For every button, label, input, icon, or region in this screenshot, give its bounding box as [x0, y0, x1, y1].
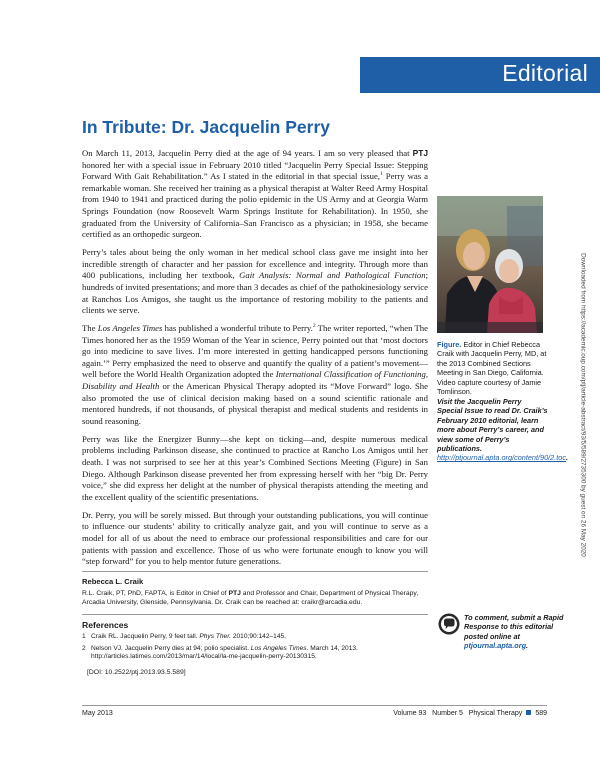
- reference-number: 1: [82, 633, 86, 640]
- doi-label: [DOI: 10.2522/ptj.2013.93.5.589]: [87, 669, 186, 676]
- article-title: In Tribute: Dr. Jacquelin Perry: [82, 117, 330, 137]
- text: On March 11, 2013, Jacquelin Perry died at the age of 94 years. I am so very pleased that: [82, 148, 413, 158]
- footer-issue-info: [352, 710, 547, 717]
- note-text: Visit the Jacquelin Perry Special Issue to read Dr. Craik’s February 2010 editorial, learn more about Perry’s career, and view some of Perry’s publications.: [437, 397, 548, 454]
- paragraph-4: Perry was like the Energizer Bunny—she kept on ticking—and, despite numerous medical problems including Parkinson disease, she continued to practice at Rancho Los Amigos until her death. I was not surprised to see her at this year’s Combined Sections Meeting (Figure) in San Diego. Although Parkinson disease prevented her from expressing herself with her “big Dr. Perry voice,” she did express her delight at the number of physical therapists attending the meeting and the excellent quality of the scientific presentations.: [82, 433, 428, 502]
- figure-label: Figure.: [437, 340, 462, 349]
- figure-photo: [437, 196, 543, 333]
- section-banner: [360, 57, 600, 93]
- book-title: Gait Analysis: Normal and Pathological Function: [239, 270, 426, 281]
- footer-journal: Physical Therapy: [468, 710, 523, 717]
- special-issue-link[interactable]: http://ptjournal.apta.org/content/90/2.toc: [437, 453, 566, 463]
- text: has published a wonderful tribute to Perry.: [162, 323, 313, 334]
- footer-date: May 2013: [82, 710, 113, 717]
- comment-text: To comment, submit a Rapid Response to this editorial posted online at: [464, 613, 564, 641]
- classification-title: International Classification of Functioning, Disability and Health: [82, 369, 428, 392]
- text: 2010;90:142–145.: [231, 633, 287, 640]
- journal-abbrev: PTJ: [228, 590, 241, 597]
- text: honored her with a special issue in February 2010 titled “Jacquelin Perry Special Issue: Stepping Forward With Gait Rehabilitation.” As I stated in the editorial in that special issue,: [82, 159, 428, 182]
- reference-item: [82, 645, 428, 662]
- article-body: [82, 148, 428, 574]
- author-name: Rebecca L. Craik: [82, 577, 144, 586]
- special-issue-note: [437, 397, 569, 463]
- reference-item: [82, 633, 428, 642]
- journal-name: Phys Ther.: [199, 633, 231, 640]
- photo-image: [437, 196, 543, 333]
- text: The writer reported, “when The Times honored her as the 1959 Woman of the Year in science, Perry pointed out that ‘most doctors go into medicine to save lives. I’m more interested in getting handicapped persons functioning again.’” Perry emphasized the need to observe and quantify the quality of a patient’s movement—well before the World Health Organization adopted the: [82, 323, 428, 380]
- text: Perry was a remarkable woman. She received her training as a physical therapist at Walter Reed Army Hospital from 1940 to 1941 and practiced during the polio epidemic in the US Army and at Georgia Warm Springs Foundation (now Roosevelt Warm Springs Institute for Rehabilitation). In 1950, she graduated from the University of California–San Francisco as a physician; in 1958, she became certified as an orthopedic surgeon.: [82, 171, 429, 240]
- reference-text: [91, 645, 428, 662]
- author-bio: [82, 589, 428, 608]
- citation-marker: 1: [379, 171, 383, 178]
- download-notice-text: Downloaded from https://academic.oup.com/ptj/article-abstract/93/5/589/2735300 by guest on 26 May 2020: [579, 253, 587, 557]
- footer-volume: Volume 93: [393, 710, 427, 717]
- paragraph-5: Dr. Perry, you will be sorely missed. But through your outstanding publications, you will continue to influence our students’ ability to critically analyze gait, and you will continue to serve as a model for all of us about the need to embrace our professional responsibilities and care for our patients with passion and excellence. Those of us who were fortunate enough to know you will “step forward” for you to help mentor future generations.: [82, 509, 428, 567]
- text: Perry’s tales about being the only woman in her medical school class gave me insight into her incredible strength of character and her passion for excellence and integrity. Through more than 400 publications, including her textbook,: [82, 247, 428, 281]
- citation-marker: 2: [312, 323, 316, 330]
- references-heading: References: [82, 620, 129, 630]
- paragraph-2: [82, 247, 428, 317]
- text: R.L. Craik, PT, PhD, FAPTA, is Editor in Chief of: [82, 590, 229, 597]
- divider: [82, 614, 428, 615]
- text: Nelson VJ. Jacquelin Perry dies at 94; polio specialist.: [91, 644, 251, 652]
- caption-text: Editor in Chief Rebecca Craik with Jacquelin Perry, MD, at the 2013 Combined Sections Meeting in San Diego, California. Video capture courtesy of Jamie Tomlinson.: [437, 340, 547, 397]
- paragraph-1: [82, 148, 428, 241]
- references-list: [82, 633, 428, 665]
- text: .: [566, 453, 569, 463]
- divider: [82, 571, 428, 572]
- text: March 14, 2013. http://articles.latimes.com/2013/mar/14/local/la-me-jacquelin-perry-20130315.: [91, 644, 358, 661]
- journal-abbrev: PTJ: [412, 148, 428, 158]
- footer-divider: [82, 705, 547, 706]
- comment-callout: [464, 613, 564, 651]
- reference-text: [91, 633, 286, 642]
- text: or the American Physical Therapy adopted its “Move Forward” logo. She also promoted the use of clinical decision making based on a sound scientific rationale and mentored hundreds, if not thousands, of physical therapist and medical students and residents in sound reasoning.: [82, 381, 428, 426]
- journal-name: Los Angeles Times.: [250, 644, 309, 652]
- paragraph-3: [82, 323, 428, 427]
- text: Craik RL. Jacquelin Perry, 9 feet tall.: [91, 633, 200, 640]
- newspaper-title: Los Angeles Times: [97, 323, 163, 334]
- footer-page-number: 589: [535, 710, 547, 717]
- text: and Professor and Chair, Department of Physical Therapy, Arcadia University, Glenside, Pennsylvania. Dr. Craik can be reached at: craikr@arcadia.edu.: [82, 590, 419, 607]
- ptjournal-link[interactable]: ptjournal.apta.org: [464, 641, 527, 651]
- text: ; hundreds of invited presentations; and more than 3 decades as chief of the pathokinesiology service at Ranchos Los Amigos, she taught us the importance of restoring mobility to the patients and clients we serve.: [82, 270, 428, 316]
- reference-number: 2: [82, 644, 86, 652]
- section-label: Editorial: [502, 60, 588, 86]
- speech-bubble-icon: [438, 613, 460, 635]
- text: The: [82, 323, 98, 334]
- footer-number: Number 5: [432, 710, 463, 717]
- figure-caption: [437, 340, 547, 396]
- square-bullet-icon: [526, 710, 531, 715]
- text: .: [526, 641, 529, 651]
